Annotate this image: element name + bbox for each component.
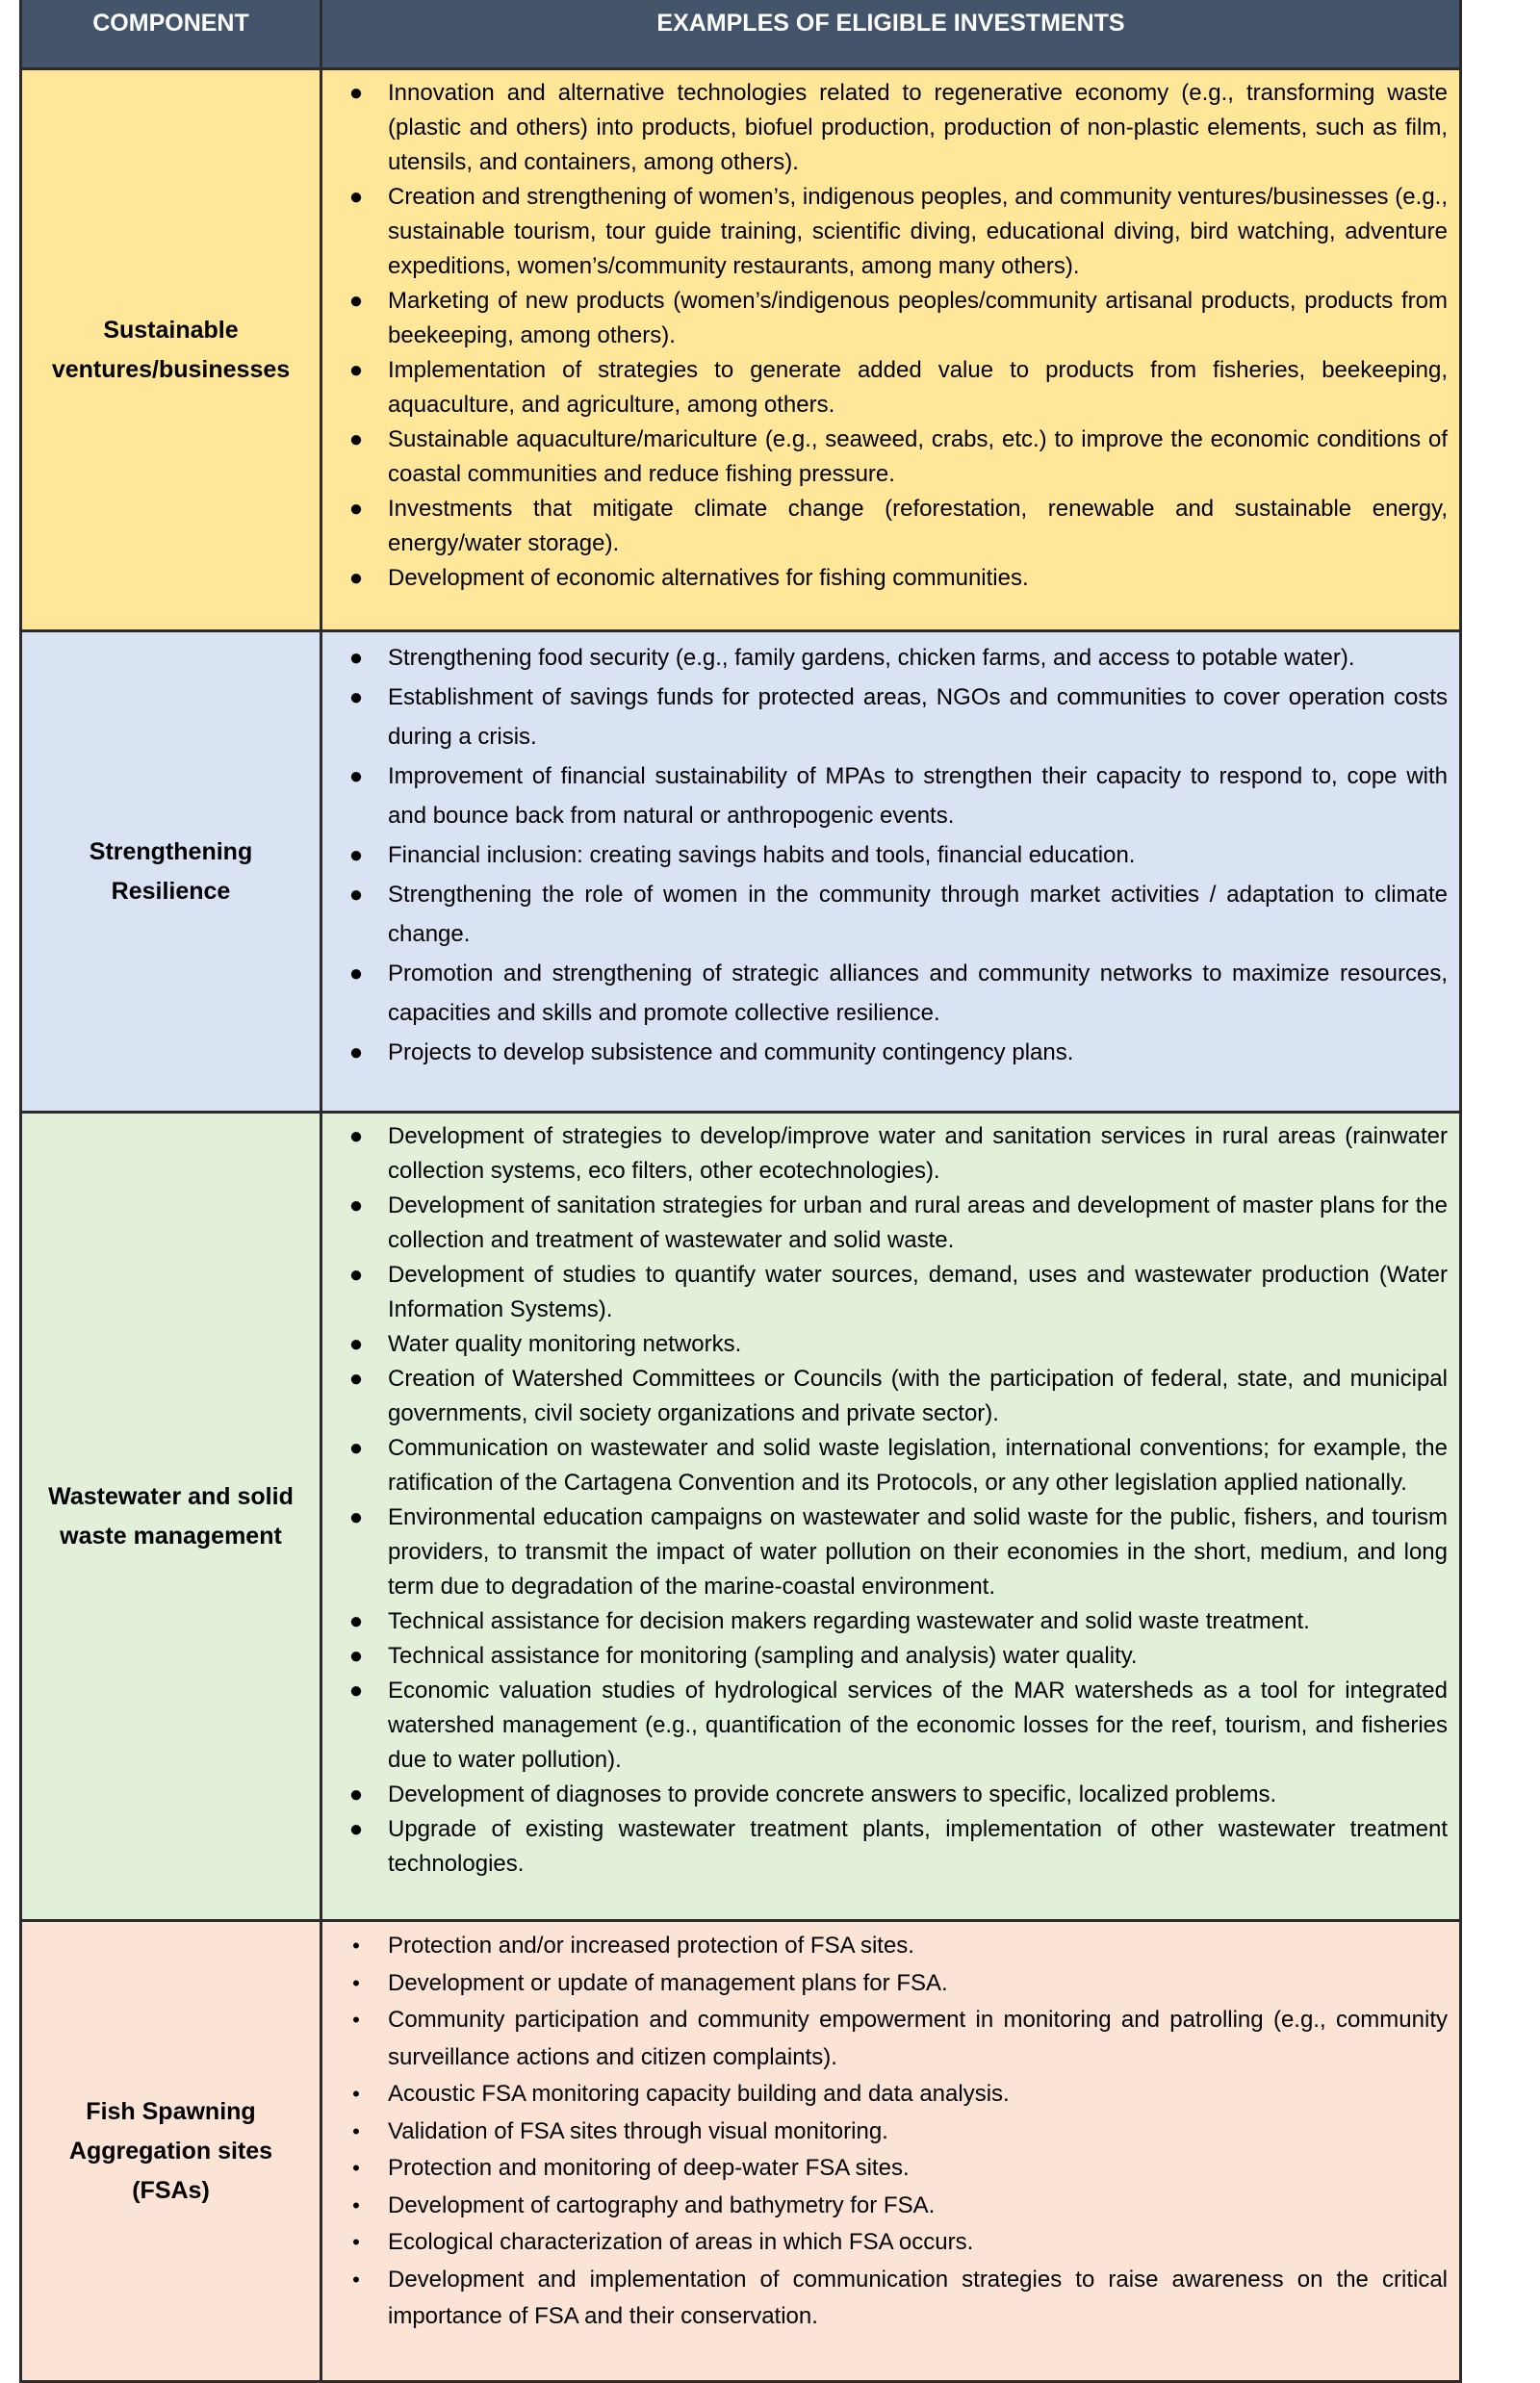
list-item-text: Sustainable aquaculture/mariculture (e.g., seaweed, crabs, etc.) to improve the economic conditions of coastal communities and reduce fishing pressure. — [388, 426, 1448, 487]
list-item-text: Investments that mitigate climate change (reforestation, renewable and sustainable energy, energy/water storage). — [388, 496, 1448, 556]
bullet-icon: ● — [348, 496, 364, 522]
bullet-icon: ● — [348, 1643, 364, 1669]
list-item-text: Community participation and community empowerment in monitoring and patrolling (e.g., community surveillance actions and citizen complaints). — [388, 2007, 1448, 2070]
bullet-icon: • — [352, 2082, 360, 2106]
list-item — [322, 1928, 1448, 1965]
list-item-text: Development of sanitation strategies for urban and rural areas and development of master plans for the collection and treatment of wastewater and solid waste. — [388, 1192, 1448, 1253]
list-item-text: Improvement of financial sustainability of MPAs to strengthen their capacity to respond to, cope with and bounce back from natural or anthropogenic events. — [388, 763, 1448, 829]
bullet-icon: • — [352, 2156, 360, 2180]
list-item-text: Water quality monitoring networks. — [388, 1331, 742, 1357]
list-item-text: Protection and monitoring of deep-water FSA sites. — [388, 2155, 910, 2181]
bullet-icon: ● — [348, 426, 364, 452]
component-name: Wastewater and solid waste management — [22, 1114, 322, 1919]
bullet-icon: ● — [348, 1123, 364, 1149]
list-item — [322, 875, 1448, 954]
bullet-icon: • — [352, 2230, 360, 2254]
bullet-icon: ● — [348, 961, 364, 987]
list-item-text: Strengthening food security (e.g., family gardens, chicken farms, and access to potable water). — [388, 645, 1355, 671]
bullet-icon: ● — [348, 684, 364, 710]
list-item — [322, 1258, 1448, 1327]
bullet-icon: • — [352, 2118, 360, 2143]
list-item-text: Protection and/or increased protection of FSA sites. — [388, 1933, 914, 1959]
list-item — [322, 1812, 1448, 1882]
list-item — [322, 1674, 1448, 1778]
bullet-icon: ● — [348, 1331, 364, 1357]
list-item — [322, 76, 1448, 180]
list-item — [322, 1778, 1448, 1812]
list-item-text: Innovation and alternative technologies related to regenerative economy (e.g., transforming waste (plastic and others) into products, biofuel production, production of non-plastic elements, such as film, utensils, and containers, among others). — [388, 80, 1448, 175]
component-name: Strengthening Resilience — [22, 632, 322, 1111]
list-item — [322, 2262, 1448, 2336]
table-row — [22, 70, 1459, 632]
list-item-text: Communication on wastewater and solid waste legislation, international conventions; for example, the ratification of the Cartagena Convention and its Protocols, or any other legislation applied nationally. — [388, 1435, 1448, 1496]
list-item — [322, 561, 1448, 596]
bullet-icon: ● — [348, 842, 364, 868]
list-item-text: Creation of Watershed Committees or Councils (with the participation of federal, state, and municipal governments, civil society organizations and private sector). — [388, 1366, 1448, 1426]
bullet-icon: • — [352, 1934, 360, 1958]
list-item-text: Ecological characterization of areas in which FSA occurs. — [388, 2229, 974, 2255]
bullet-icon: ● — [348, 1816, 364, 1842]
list-item — [322, 180, 1448, 284]
list-item — [322, 284, 1448, 353]
component-name: Sustainable ventures/businesses — [22, 70, 322, 629]
bullet-icon: ● — [348, 1678, 364, 1704]
list-item-text: Validation of FSA sites through visual monitoring. — [388, 2117, 888, 2144]
list-item — [322, 835, 1448, 875]
header-component: COMPONENT — [22, 0, 322, 67]
list-item — [322, 1639, 1448, 1674]
bullet-icon: ● — [348, 184, 364, 210]
list-item — [322, 1362, 1448, 1431]
list-item — [322, 2188, 1448, 2225]
bullet-icon: • — [352, 2008, 360, 2032]
list-item-text: Development of studies to quantify water sources, demand, uses and wastewater production (Water Information Systems). — [388, 1262, 1448, 1322]
list-item — [322, 1119, 1448, 1189]
bullet-icon: ● — [348, 565, 364, 591]
bullet-icon: ● — [348, 645, 364, 671]
list-item — [322, 638, 1448, 678]
list-item — [322, 2114, 1448, 2151]
bullet-icon: • — [352, 2192, 360, 2217]
list-item — [322, 954, 1448, 1033]
list-item-text: Economic valuation studies of hydrological services of the MAR watersheds as a tool for integrated watershed management (e.g., quantification of the economic losses for the reef, tourism, and fisheries due to water pollution). — [388, 1678, 1448, 1773]
list-item-text: Financial inclusion: creating savings habits and tools, financial education. — [388, 842, 1136, 868]
table-row — [22, 1922, 1459, 2380]
bullet-icon: • — [352, 1970, 360, 1995]
bullet-icon: ● — [348, 1366, 364, 1392]
list-item — [322, 1500, 1448, 1604]
table-header-row — [22, 0, 1459, 70]
list-item-text: Creation and strengthening of women’s, indigenous peoples, and community ventures/businesses (e.g., sustainable tourism, tour guide training, scientific diving, educational diving, bird watching, adventure expeditions, women’s/community restaurants, among many others). — [388, 184, 1448, 279]
bullet-icon: ● — [348, 1192, 364, 1218]
bullet-icon: ● — [348, 80, 364, 106]
table-row — [22, 632, 1459, 1114]
list-item-text: Implementation of strategies to generate added value to products from fisheries, beekeeping, aquaculture, and agriculture, among others. — [388, 357, 1448, 418]
bullet-icon: • — [352, 2267, 360, 2292]
list-item — [322, 1189, 1448, 1258]
bullet-icon: ● — [348, 1262, 364, 1288]
list-item-text: Development of diagnoses to provide concrete answers to specific, localized problems. — [388, 1781, 1277, 1807]
list-item — [322, 2002, 1448, 2076]
list-item — [322, 353, 1448, 423]
list-item — [322, 756, 1448, 835]
investment-list — [322, 632, 1459, 1072]
bullet-icon: ● — [348, 763, 364, 789]
bullet-icon: ● — [348, 1039, 364, 1065]
list-item — [322, 1033, 1448, 1072]
list-item-text: Technical assistance for decision makers regarding wastewater and solid waste treatment. — [388, 1608, 1310, 1634]
list-item-text: Strengthening the role of women in the community through market activities / adaptation to climate change. — [388, 882, 1448, 947]
investment-list — [322, 1922, 1459, 2336]
table-row — [22, 1114, 1459, 1922]
list-item-text: Technical assistance for monitoring (sampling and analysis) water quality. — [388, 1643, 1138, 1669]
list-item — [322, 423, 1448, 492]
list-item — [322, 678, 1448, 756]
list-item-text: Development of economic alternatives for fishing communities. — [388, 565, 1029, 591]
list-item — [322, 2224, 1448, 2262]
investment-list — [322, 1114, 1459, 1882]
bullet-icon: ● — [348, 882, 364, 908]
list-item-text: Development and implementation of communication strategies to raise awareness on the critical importance of FSA and their conservation. — [388, 2266, 1448, 2329]
list-item-text: Development of strategies to develop/improve water and sanitation services in rural areas (rainwater collection systems, eco filters, other ecotechnologies). — [388, 1123, 1448, 1184]
bullet-icon: ● — [348, 1435, 364, 1461]
bullet-icon: ● — [348, 1608, 364, 1634]
list-item-text: Environmental education campaigns on wastewater and solid waste for the public, fishers, and tourism providers, to transmit the impact of water pollution on their economies in the short, medium, and long term due to degradation of the marine-coastal environment. — [388, 1504, 1448, 1600]
list-item-text: Projects to develop subsistence and community contingency plans. — [388, 1039, 1074, 1065]
list-item-text: Development of cartography and bathymetry for FSA. — [388, 2191, 936, 2218]
header-examples: EXAMPLES OF ELIGIBLE INVESTMENTS — [656, 10, 1125, 37]
investments-table — [19, 0, 1462, 2383]
bullet-icon: ● — [348, 1781, 364, 1807]
list-item — [322, 2150, 1448, 2188]
list-item — [322, 492, 1448, 561]
list-item — [322, 2076, 1448, 2114]
list-item-text: Upgrade of existing wastewater treatment plants, implementation of other wastewater treatment technologies. — [388, 1816, 1448, 1877]
list-item-text: Development or update of management plans for FSA. — [388, 1969, 948, 1996]
investment-list — [322, 70, 1459, 596]
list-item — [322, 1431, 1448, 1500]
list-item-text: Acoustic FSA monitoring capacity building and data analysis. — [388, 2081, 1010, 2107]
list-item-text: Establishment of savings funds for protected areas, NGOs and communities to cover operation costs during a crisis. — [388, 684, 1448, 750]
list-item-text: Promotion and strengthening of strategic alliances and community networks to maximize resources, capacities and skills and promote collective resilience. — [388, 961, 1448, 1026]
bullet-icon: ● — [348, 357, 364, 383]
bullet-icon: ● — [348, 288, 364, 314]
list-item — [322, 1327, 1448, 1362]
component-name: Fish Spawning Aggregation sites (FSAs) — [22, 1922, 322, 2380]
list-item-text: Marketing of new products (women’s/indigenous peoples/community artisanal products, products from beekeeping, among others). — [388, 288, 1448, 348]
list-item — [322, 1965, 1448, 2003]
list-item — [322, 1604, 1448, 1639]
bullet-icon: ● — [348, 1504, 364, 1530]
